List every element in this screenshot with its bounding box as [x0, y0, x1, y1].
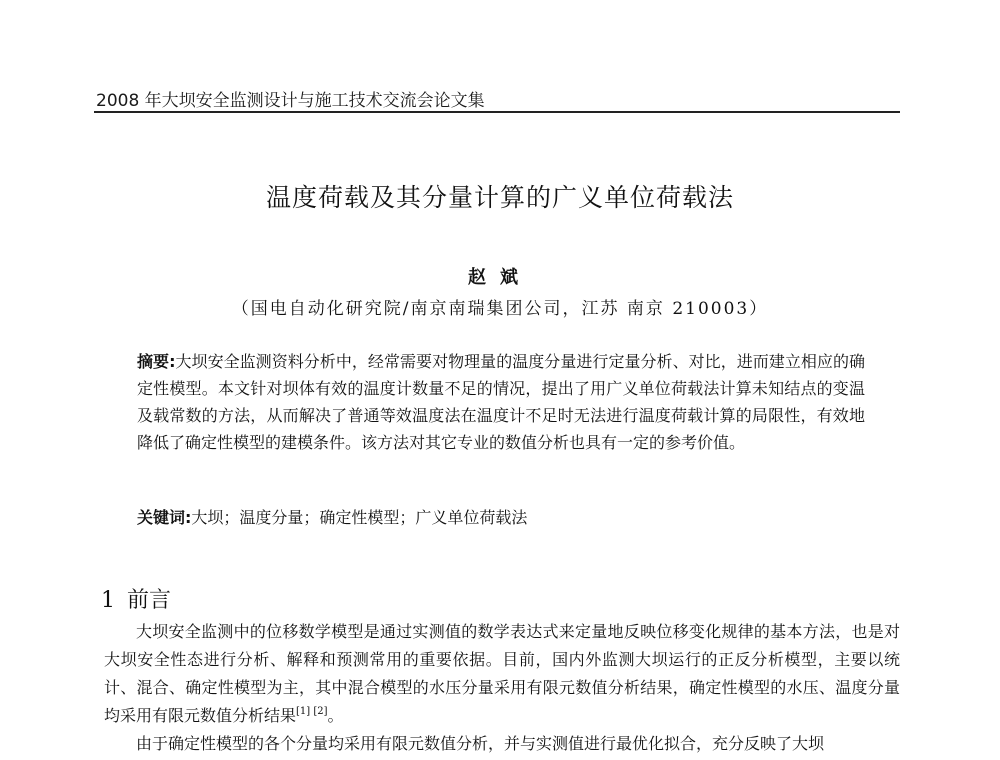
section-number: 1: [101, 588, 115, 613]
abstract-text: 大坝安全监测资料分析中，经常需要对物理量的温度分量进行定量分析、对比，进而建立相应的确定性模型。本文针对坝体有效的温度计数量不足的情况，提出了用广义单位荷载法计算未知结点的变温及载常数的方法，从而解决了普通等效温度法在温度计不足时无法进行温度荷载计算的局限性，有效地降低了确定性模型的建模条件。该方法对其它专业的数值分析也具有一定的参考价值。: [137, 352, 865, 452]
paper-author: 赵斌: [468, 267, 532, 288]
section-heading-introduction: [101, 583, 171, 614]
section-title: 前言: [127, 588, 172, 613]
paper-title: 温度荷载及其分量计算的广义单位荷载法: [265, 183, 734, 212]
section-body: [104, 618, 900, 758]
keywords: [137, 504, 865, 531]
paragraph-text: 由于确定性模型的各个分量均采用有限元数值分析，并与实测值进行最优化拟合，充分反映了大坝: [136, 734, 825, 753]
paper-affiliation: （国电自动化研究院/南京南瑞集团公司，江苏 南京 210003）: [231, 299, 769, 319]
paragraph-text: 大坝安全监测中的位移数学模型是通过实测值的数学表达式来定量地反映位移变化规律的基本方法，也是对大坝安全性态进行分析、解释和预测常用的重要依据。目前，国内外监测大坝运行的正反分析模型，主要以统计、混合、确定性模型为主，其中混合模型的水压分量采用有限元数值分析结果，确定性模型的水压、温度分量均采用有限元数值分析结果: [104, 622, 900, 725]
running-header: 2008 年大坝安全监测设计与施工技术交流会论文集: [96, 91, 485, 111]
abstract: [137, 348, 865, 456]
body-paragraph: [104, 730, 900, 758]
citation-reference: [1] [2]: [296, 706, 328, 717]
keywords-text: 大坝；温度分量；确定性模型；广义单位荷载法: [191, 508, 528, 527]
paragraph-end: 。: [327, 706, 344, 725]
abstract-label: 摘要:: [137, 352, 176, 371]
body-paragraph: [104, 618, 900, 730]
keywords-label: 关键词:: [137, 508, 192, 527]
header-rule: [94, 111, 900, 113]
